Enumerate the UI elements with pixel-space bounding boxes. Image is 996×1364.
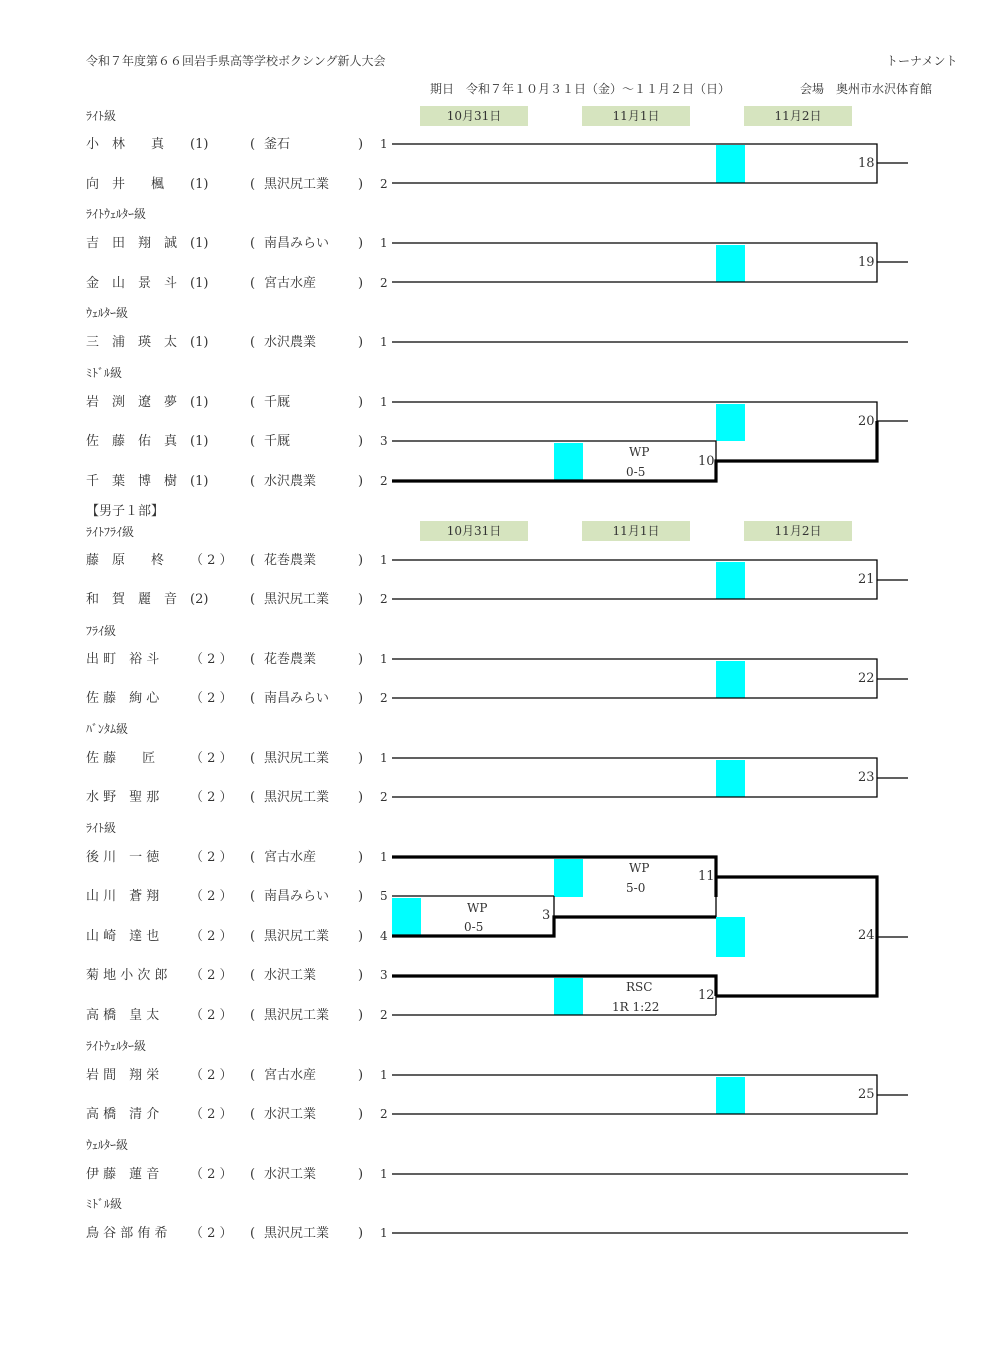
fighter-name: 佐 藤 匠 (86, 751, 156, 766)
winner-lines (392, 421, 877, 996)
fighter-school-close: ) (358, 236, 364, 251)
fighter-name: 高 橋 皇 太 (86, 1008, 160, 1023)
fighter-grade: （ 2 ） (190, 790, 233, 805)
draw-number: 2 (380, 276, 388, 290)
fighter-school: 黒沢尻工業 (264, 1008, 330, 1023)
fighter-name: 鳥 谷 部 侑 希 (86, 1226, 168, 1241)
bout-number: 18 (858, 156, 875, 171)
bout-number: 20 (858, 414, 875, 429)
fighter-school: 黒沢尻工業 (264, 751, 330, 766)
fighter-name: 山 川 蒼 翔 (86, 889, 160, 904)
fighter-grade: （ 2 ） (190, 691, 233, 706)
fighter-school-open: ( (250, 968, 256, 983)
fighter-school-open: ( (250, 1226, 256, 1241)
fighter-name: 藤 原 柊 (86, 553, 165, 568)
fighter-school: 南昌みらい (264, 236, 330, 251)
fighter-school-open: ( (250, 929, 256, 944)
fighter-grade: (1) (190, 474, 209, 489)
draw-number: 5 (380, 889, 388, 903)
fighter-name: 金 山 景 斗 (86, 276, 178, 291)
draw-number: 3 (380, 968, 388, 982)
fighter-school: 水沢工業 (264, 968, 317, 983)
bout-marker (716, 245, 745, 282)
fighter-school-open: ( (250, 177, 256, 192)
fighter-grade: （ 2 ） (190, 850, 233, 865)
date-header-day1: 10月31日 (420, 106, 528, 126)
draw-number: 2 (380, 1008, 388, 1022)
fighter-school-close: ) (358, 137, 364, 152)
fighter-grade: (1) (190, 137, 209, 152)
fighter-school-open: ( (250, 850, 256, 865)
fighter-school-close: ) (358, 553, 364, 568)
fighter-name: 小 林 真 (86, 137, 165, 152)
bracket-line (392, 560, 877, 599)
fighter-school-close: ) (358, 474, 364, 489)
fighter-school: 千厩 (264, 395, 291, 410)
draw-number: 1 (380, 553, 388, 567)
fighter-name: 水 野 聖 那 (86, 790, 160, 805)
fighter-school-open: ( (250, 1167, 256, 1182)
draw-number: 2 (380, 691, 388, 705)
fighter-school-open: ( (250, 137, 256, 152)
fighter-grade: (1) (190, 434, 209, 449)
bout-number: 22 (858, 671, 875, 686)
result-method: WP (629, 861, 650, 875)
result-score: 0-5 (626, 465, 646, 479)
bout-number: 21 (858, 572, 875, 587)
fighter-grade: （ 2 ） (190, 929, 233, 944)
fighter-school-open: ( (250, 335, 256, 350)
fighter-grade: （ 2 ） (190, 1107, 233, 1122)
fighter-school-close: ) (358, 1008, 364, 1023)
bracket-line (392, 144, 877, 183)
fighter-school: 黒沢尻工業 (264, 1226, 330, 1241)
result-method: RSC (626, 980, 653, 994)
fighter-grade: （ 2 ） (190, 751, 233, 766)
bout-marker (716, 562, 745, 599)
fighter-school-close: ) (358, 276, 364, 291)
fighter-grade: (1) (190, 395, 209, 410)
bout-marker (716, 1077, 745, 1114)
bracket-line (392, 402, 877, 421)
fighter-grade: （ 2 ） (190, 1226, 233, 1241)
fighter-name: 伊 藤 蓮 音 (86, 1167, 160, 1182)
fighter-school-open: ( (250, 1008, 256, 1023)
date-header-day2: 11月1日 (582, 521, 690, 541)
draw-number: 1 (380, 850, 388, 864)
fighter-school-close: ) (358, 395, 364, 410)
draw-number: 2 (380, 1107, 388, 1121)
fighter-school-open: ( (250, 691, 256, 706)
winner-line (392, 421, 877, 481)
weight-class-label: ﾗｲﾄｳｪﾙﾀｰ級 (86, 1039, 147, 1053)
fighter-grade: (1) (190, 276, 209, 291)
bout-number: 19 (858, 255, 875, 270)
bracket-line (392, 243, 877, 282)
fighter-school: 黒沢尻工業 (264, 592, 330, 607)
bout-marker (392, 898, 421, 936)
bout-marker (716, 917, 745, 957)
weight-class-label: ﾐﾄﾞﾙ級 (86, 366, 123, 380)
fighter-name: 後 川 一 徳 (86, 850, 160, 865)
weight-class-label: ｳｪﾙﾀｰ級 (86, 306, 129, 320)
fighter-grade: (1) (190, 335, 209, 350)
bracket-line (392, 1075, 877, 1114)
fighter-school: 水沢農業 (264, 335, 317, 350)
weight-class-label: ﾗｲﾄ級 (86, 821, 117, 835)
fighter-school-close: ) (358, 929, 364, 944)
bout-marker (716, 760, 745, 797)
event-venue: 会場 奥州市水沢体育館 (800, 82, 933, 96)
weight-class-label: ﾐﾄﾞﾙ級 (86, 1197, 123, 1211)
fighter-school-open: ( (250, 395, 256, 410)
bracket-line (392, 758, 877, 797)
fighter-school-close: ) (358, 790, 364, 805)
draw-number: 2 (380, 592, 388, 606)
result-score: 0-5 (464, 920, 484, 934)
fighter-school-close: ) (358, 177, 364, 192)
fighter-school-open: ( (250, 236, 256, 251)
fighter-school: 黒沢尻工業 (264, 929, 330, 944)
fighter-grade: (1) (190, 177, 209, 192)
weight-class-label: ﾗｲﾄ級 (86, 109, 117, 123)
fighter-school-open: ( (250, 474, 256, 489)
fighter-name: 高 橋 清 介 (86, 1107, 160, 1122)
bout-marker (716, 145, 745, 183)
bout-marker (716, 404, 745, 441)
result-method: WP (467, 901, 488, 915)
date-header-day1: 10月31日 (420, 521, 528, 541)
fighter-name: 佐 藤 絢 心 (86, 691, 160, 706)
fighter-name: 三 浦 瑛 太 (86, 335, 178, 350)
draw-number: 2 (380, 177, 388, 191)
result-method: WP (629, 445, 650, 459)
fighter-grade: （ 2 ） (190, 1068, 233, 1083)
fighter-school: 千厩 (264, 434, 291, 449)
bout-number: 23 (858, 770, 875, 785)
fighter-school-close: ) (358, 1167, 364, 1182)
fighter-school: 宮古水産 (264, 1068, 317, 1083)
date-header-day3: 11月2日 (744, 106, 852, 126)
fighter-grade: （ 2 ） (190, 1008, 233, 1023)
fighter-grade: （ 2 ） (190, 652, 233, 667)
fighter-school-open: ( (250, 790, 256, 805)
fighter-name: 千 葉 博 樹 (86, 474, 178, 489)
weight-class-label: ﾗｲﾄｳｪﾙﾀｰ級 (86, 207, 147, 221)
draw-number: 1 (380, 1226, 388, 1240)
fighter-name: 岩 渕 遼 夢 (86, 395, 178, 410)
weight-class-label: ﾌﾗｲ級 (86, 624, 117, 638)
fighter-name: 吉 田 翔 誠 (86, 236, 178, 251)
fighter-school: 黒沢尻工業 (264, 177, 330, 192)
tournament-title: 令和７年度第６６回岩手県高等学校ボクシング新人大会 (86, 54, 386, 68)
document-type: トーナメント (886, 54, 958, 68)
fighter-school: 花巻農業 (264, 652, 317, 667)
draw-number: 1 (380, 236, 388, 250)
fighter-school-open: ( (250, 1068, 256, 1083)
fighter-school: 花巻農業 (264, 553, 317, 568)
draw-number: 1 (380, 652, 388, 666)
weight-class-label: ｳｪﾙﾀｰ級 (86, 1138, 129, 1152)
draw-number: 1 (380, 1068, 388, 1082)
bout-number: 3 (542, 908, 551, 923)
fighter-school-close: ) (358, 335, 364, 350)
draw-number: 1 (380, 137, 388, 151)
fighter-school: 黒沢尻工業 (264, 790, 330, 805)
fighter-school-close: ) (358, 968, 364, 983)
fighter-name: 菊 地 小 次 郎 (86, 968, 168, 983)
fighter-school-close: ) (358, 850, 364, 865)
fighter-school-open: ( (250, 276, 256, 291)
fighter-school-open: ( (250, 592, 256, 607)
fighter-school-close: ) (358, 652, 364, 667)
fighter-name: 向 井 楓 (86, 177, 165, 192)
section-heading: 【男子１部】 (86, 504, 165, 519)
fighter-school-close: ) (358, 1226, 364, 1241)
draw-number: 4 (380, 929, 388, 943)
fighter-school-open: ( (250, 553, 256, 568)
draw-number: 2 (380, 790, 388, 804)
fighter-school-close: ) (358, 751, 364, 766)
fighter-name: 出 町 裕 斗 (86, 652, 160, 667)
bout-number: 10 (698, 454, 715, 469)
fighter-grade: （ 2 ） (190, 553, 233, 568)
fighter-school-close: ) (358, 691, 364, 706)
draw-number: 1 (380, 335, 388, 349)
fighter-school-close: ) (358, 592, 364, 607)
fighter-grade: （ 2 ） (190, 968, 233, 983)
result-score: 1R 1:22 (612, 1000, 660, 1014)
fighter-grade: (2) (190, 592, 209, 607)
bout-number: 24 (858, 928, 875, 943)
event-period: 期日 令和７年１０月３１日（金）～１１月２日（日） (430, 82, 731, 96)
bracket-lines (392, 144, 908, 1233)
date-header-day2: 11月1日 (582, 106, 690, 126)
result-score: 5-0 (626, 881, 646, 895)
fighter-school-close: ) (358, 889, 364, 904)
bout-markers (392, 145, 745, 1114)
bracket-line (392, 659, 877, 698)
fighter-school-open: ( (250, 652, 256, 667)
fighter-school: 水沢工業 (264, 1167, 317, 1182)
fighter-school: 釜石 (264, 137, 291, 152)
fighter-school-open: ( (250, 751, 256, 766)
bout-marker (716, 661, 745, 698)
bout-number: 12 (698, 988, 715, 1003)
fighter-grade: (1) (190, 236, 209, 251)
fighter-school-open: ( (250, 889, 256, 904)
bout-number: 11 (698, 869, 715, 884)
fighter-name: 岩 間 翔 栄 (86, 1068, 160, 1083)
fighter-name: 和 賀 麗 音 (86, 592, 178, 607)
weight-class-label: ﾗｲﾄﾌﾗｲ級 (86, 525, 135, 539)
fighter-grade: （ 2 ） (190, 889, 233, 904)
bout-marker (554, 443, 583, 480)
fighter-school-open: ( (250, 434, 256, 449)
draw-number: 1 (380, 395, 388, 409)
fighter-school: 南昌みらい (264, 691, 330, 706)
fighter-name: 佐 藤 佑 真 (86, 434, 178, 449)
bout-number: 25 (858, 1087, 875, 1102)
draw-number: 1 (380, 1167, 388, 1181)
fighter-school: 宮古水産 (264, 276, 317, 291)
fighter-grade: （ 2 ） (190, 1167, 233, 1182)
draw-number: 3 (380, 434, 388, 448)
fighter-school: 水沢農業 (264, 474, 317, 489)
fighter-school-open: ( (250, 1107, 256, 1122)
date-header-day3: 11月2日 (744, 521, 852, 541)
fighter-school-close: ) (358, 1068, 364, 1083)
fighter-school: 水沢工業 (264, 1107, 317, 1122)
winner-line (392, 917, 716, 936)
bout-marker (554, 978, 583, 1015)
fighter-name: 山 崎 達 也 (86, 929, 160, 944)
weight-class-label: ﾊﾞﾝﾀﾑ級 (86, 722, 129, 736)
draw-number: 1 (380, 751, 388, 765)
draw-number: 2 (380, 474, 388, 488)
fighter-school-close: ) (358, 1107, 364, 1122)
bout-marker (554, 859, 583, 897)
fighter-school-close: ) (358, 434, 364, 449)
fighter-school: 宮古水産 (264, 850, 317, 865)
fighter-school: 南昌みらい (264, 889, 330, 904)
